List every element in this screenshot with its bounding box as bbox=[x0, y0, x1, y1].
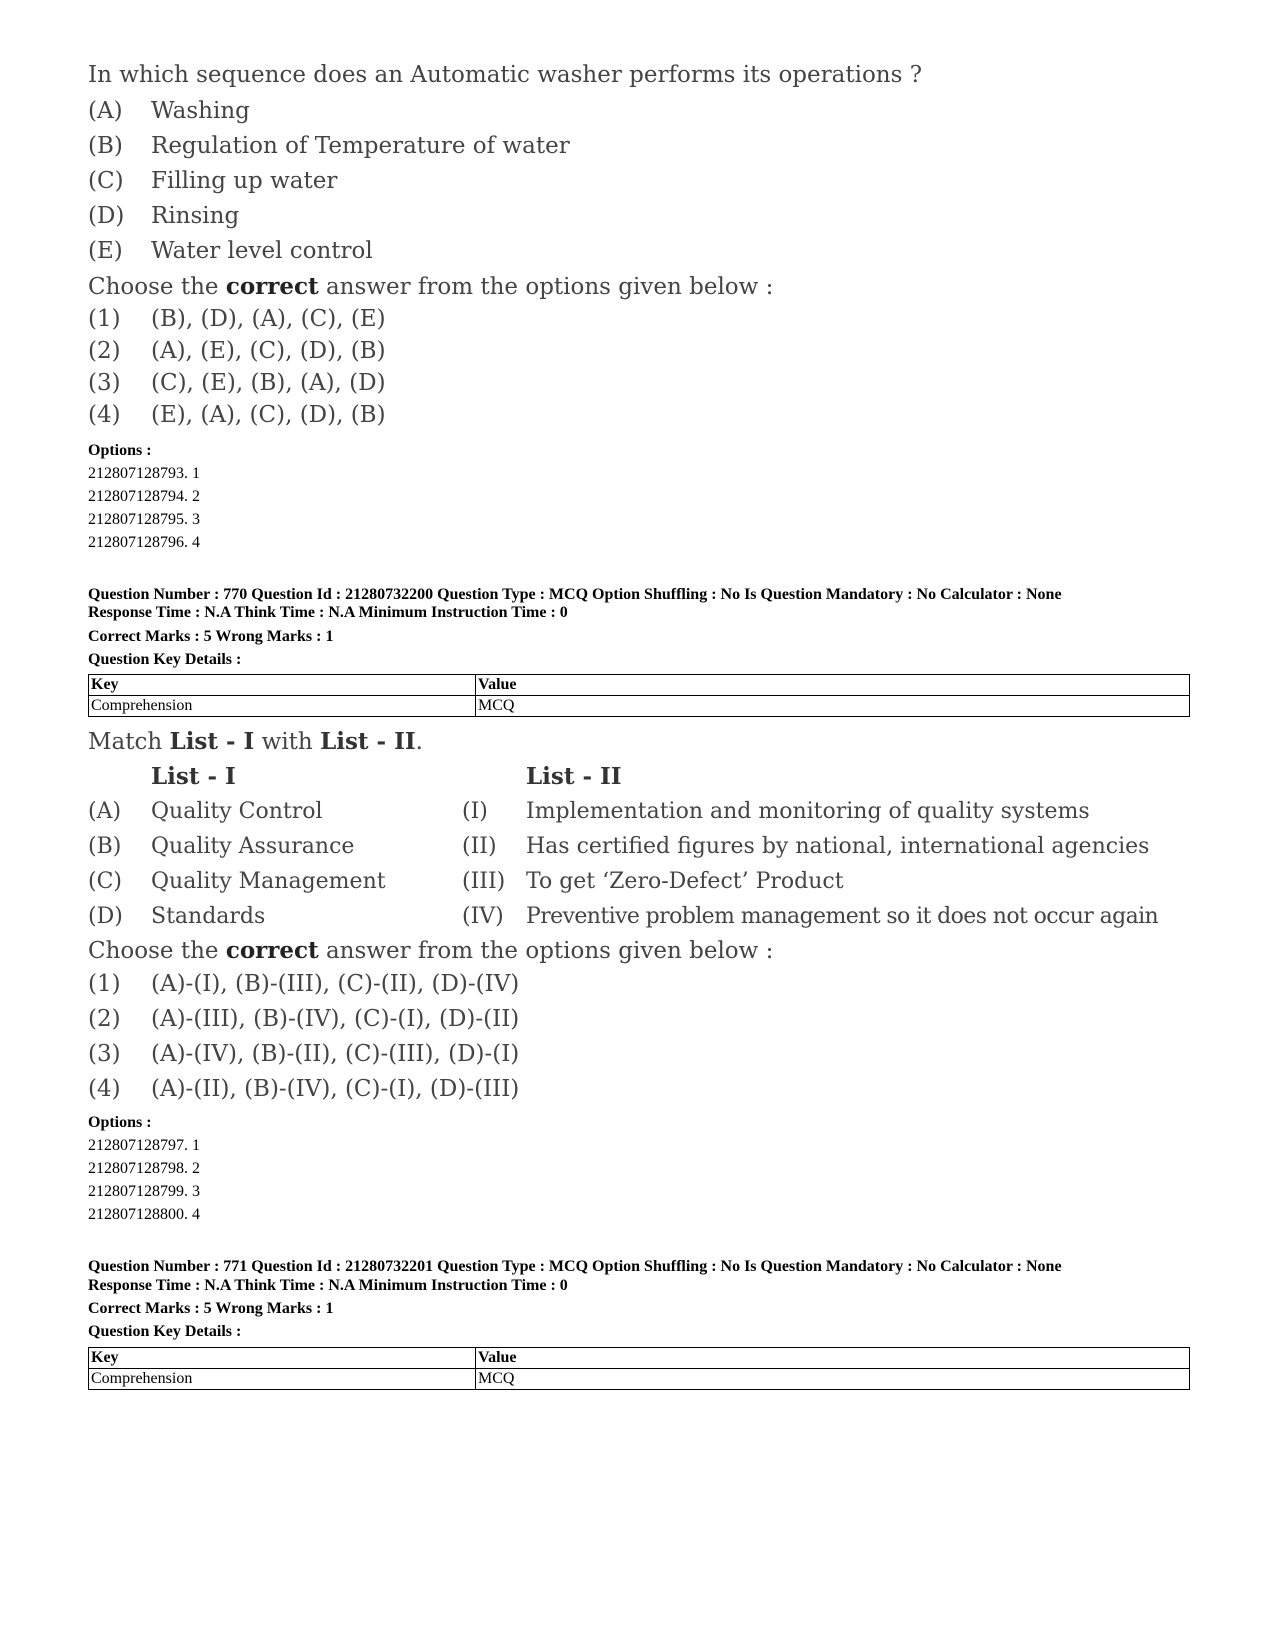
question-timing: Response Time : N.A Think Time : N.A Minimum Instruction Time : 0 bbox=[88, 604, 568, 621]
table-header-key: Key bbox=[89, 1348, 476, 1369]
table-row bbox=[89, 1369, 1190, 1390]
question-marks: Correct Marks : 5 Wrong Marks : 1 bbox=[88, 628, 334, 645]
option-id: 212807128800. 4 bbox=[88, 1206, 200, 1223]
table-cell: MCQ bbox=[476, 696, 1190, 717]
question-769-image: In which sequence does an Automatic washer performs its operations ? (A) Washing (B) Regulation of Temperature of water (C) Filling up water (D) Rinsing (E) Water level control Choose the correct answer from the options given below : (1) (B), (D), (A), (C), (E) (2) (A), (E), (C), (D), (B) (3) (C), (E), (B), (A), (D) (4) (E), (A), (C), (D), (B) bbox=[88, 62, 923, 428]
list-2-title: List - II bbox=[526, 763, 622, 790]
question-stem: Match List - I with List - II. bbox=[88, 728, 423, 755]
table-cell: Comprehension bbox=[89, 696, 476, 717]
option-id: 212807128796. 4 bbox=[88, 534, 200, 551]
list-1-title: List - I bbox=[151, 763, 236, 790]
option-id: 212807128795. 3 bbox=[88, 511, 200, 528]
table-cell: Comprehension bbox=[89, 1369, 476, 1390]
options-heading: Options : bbox=[88, 1114, 152, 1131]
option-id: 212807128799. 3 bbox=[88, 1183, 200, 1200]
option-id: 212807128798. 2 bbox=[88, 1160, 200, 1177]
question-meta: Question Number : 770 Question Id : 21280732200 Question Type : MCQ Option Shuffling : No Is Question Mandatory : No Calculator : None bbox=[88, 586, 1062, 603]
question-meta: Question Number : 771 Question Id : 21280732201 Question Type : MCQ Option Shuffling : No Is Question Mandatory : No Calculator : None bbox=[88, 1258, 1062, 1275]
table-header-value: Value bbox=[476, 675, 1190, 696]
option-id: 212807128794. 2 bbox=[88, 488, 200, 505]
question-marks: Correct Marks : 5 Wrong Marks : 1 bbox=[88, 1300, 334, 1317]
question-770-image: Match List - I with List - II. List - I List - II (A) Quality Control (I) Implementation and monitoring of quality systems (B) Quality Assurance (II) Has certified figures by national, international agencies (C) Quality Management (III) To get ‘Zero-Defect’ Product (D) Standards (IV) Preventive problem management so it does not occur again Choose the correct answer from the options given below : (1) (A)-(I), (B)-(III), (C)-(II), (D)-(IV) (2) (A)-(III), (B)-(IV), (C)-(I), (D)-(II) (3) (A)-(IV), (B)-(II), (C)-(III), (D)-(I) (4) (A)-(II), (B)-(IV), (C)-(I), (D)-(III) bbox=[88, 728, 1159, 1102]
table-row bbox=[89, 696, 1190, 717]
table-row bbox=[89, 675, 1190, 696]
question-stem: In which sequence does an Automatic washer performs its operations ? bbox=[88, 62, 923, 88]
key-value-table bbox=[88, 674, 1190, 717]
table-header-key: Key bbox=[89, 675, 476, 696]
question-key-details: Question Key Details : bbox=[88, 651, 242, 668]
table-cell: MCQ bbox=[476, 1369, 1190, 1390]
question-key-details: Question Key Details : bbox=[88, 1323, 242, 1340]
option-id: 212807128793. 1 bbox=[88, 465, 200, 482]
choose-instruction: Choose the correct answer from the options given below : bbox=[88, 937, 774, 964]
table-header-value: Value bbox=[476, 1348, 1190, 1369]
key-value-table bbox=[88, 1347, 1190, 1390]
table-row bbox=[89, 1348, 1190, 1369]
options-heading: Options : bbox=[88, 442, 152, 459]
option-id: 212807128797. 1 bbox=[88, 1137, 200, 1154]
choose-instruction: Choose the correct answer from the options given below : bbox=[88, 273, 774, 300]
question-timing: Response Time : N.A Think Time : N.A Minimum Instruction Time : 0 bbox=[88, 1277, 568, 1294]
